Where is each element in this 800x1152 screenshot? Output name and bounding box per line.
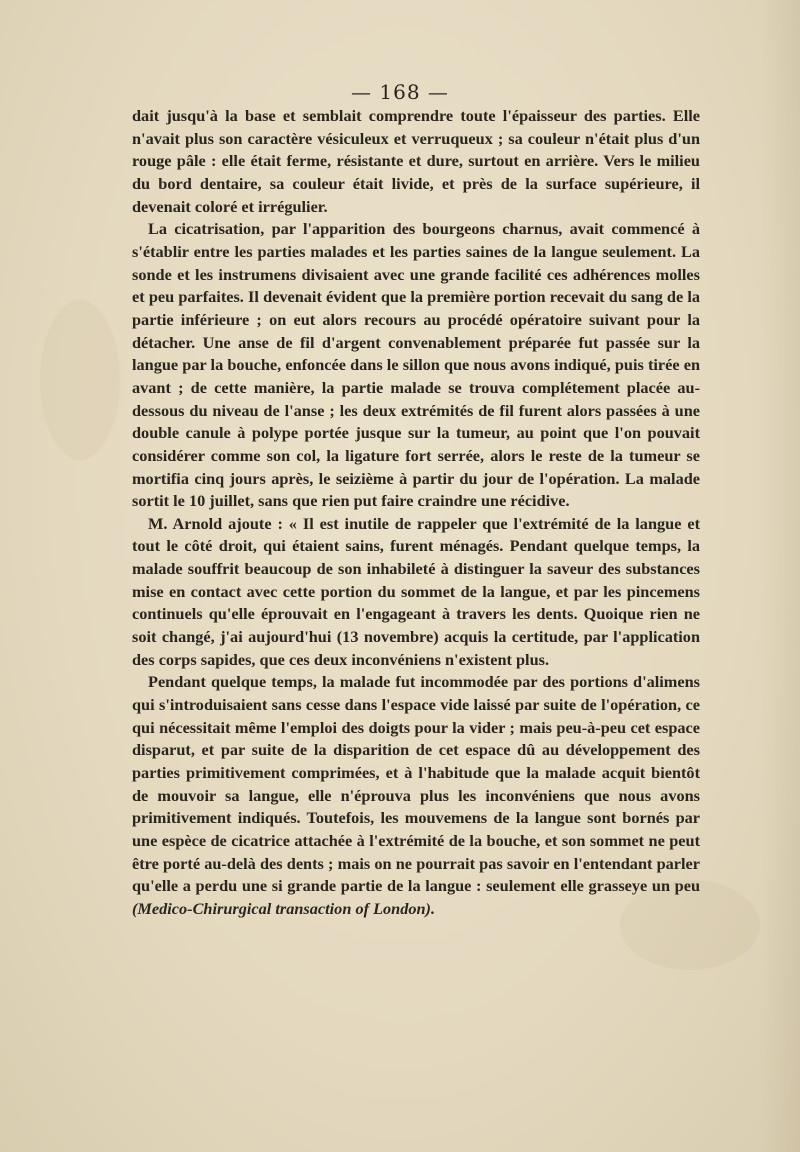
page-edge-shadow [760, 0, 800, 1152]
paragraph-1: dait jusqu'à la base et semblait comprendre toute l'épaisseur des parties. Elle n'avait plus son caractère vésiculeux et verruqueux ; sa couleur n'était plus d'un rouge pâle : elle était ferme, résistante et dure, surtout en arrière. Vers le milieu du bord dentaire, sa couleur était livide, et près de la surface supérieure, il devenait coloré et irrégulier. [132, 106, 700, 216]
paragraph-2: La cicatrisation, par l'apparition des bourgeons charnus, avait commencé à s'établir entre les parties malades et les parties saines de la langue seulement. La sonde et les instrumens divisaient avec une grande facilité ces adhérences molles et peu parfaites. Il devenait évident que la première portion recevait du sang de la partie inférieure ; on eut alors recours au procédé opératoire suivant pour la détacher. Une anse de fil d'argent convenablement préparée fut passée sur la langue par la bouche, enfoncée dans le sillon que nous avons indiqué, puis tirée en avant ; de cette manière, la partie malade se trouva complétement placée au-dessous du niveau de l'anse ; les deux extrémités de fil furent alors passées à une double canule à polype portée jusque sur la tumeur, au point que l'on pouvait considérer comme son col, la ligature fort serrée, alors le reste de la tumeur se mortifia cinq jours après, le seizième à partir du jour de l'opération. La malade sortit le 10 juillet, sans que rien put faire craindre une récidive. [132, 219, 700, 511]
paragraph-3: M. Arnold ajoute : « Il est inutile de rappeler que l'extrémité de la langue et tout le côté droit, qui étaient sains, furent ménagés. Pendant quelque temps, la malade souffrit beaucoup de son inhabileté à distinguer la saveur des substances mise en contact avec cette portion du sommet de la langue, et par les pincemens continuels qu'elle éprouvait en l'engageant à travers les dents. Quoique rien ne soit changé, j'ai aujourd'hui (13 novembre) acquis la certitude, par l'application des corps sapides, que ces deux inconvéniens n'existent plus. [132, 513, 700, 669]
page-number: — 168 — [351, 80, 449, 104]
body-text [132, 105, 700, 921]
paragraph-4 [132, 671, 700, 920]
paragraph-4-text: Pendant quelque temps, la malade fut incommodée par des portions d'alimens qui s'introduisaient sans cesse dans l'espace vide laissé par suite de l'opération, ce qui nécessitait même l'emploi des doigts pour la vider ; mais peu-à-peu cet espace disparut, et par suite de la disparition de cet espace dû au développement des parties primitivement comprimées, et à l'habitude que la malade acquit bientôt de mouvoir sa langue, elle n'éprouva plus les inconvéniens que nous avons primitivement indiqués. Toutefois, les mouvemens de la langue sont bornés par une espèce de cicatrice attachée à l'extrémité de la bouche, et son sommet ne peut être porté au-delà des dents ; mais on ne pourrait pas savoir en l'entendant parler qu'elle a perdu une si grande partie de la langue : seulement elle grasseye un peu [132, 672, 700, 896]
citation: (Medico-Chirurgical transaction of London). [132, 898, 436, 918]
paper-stain [40, 300, 120, 460]
